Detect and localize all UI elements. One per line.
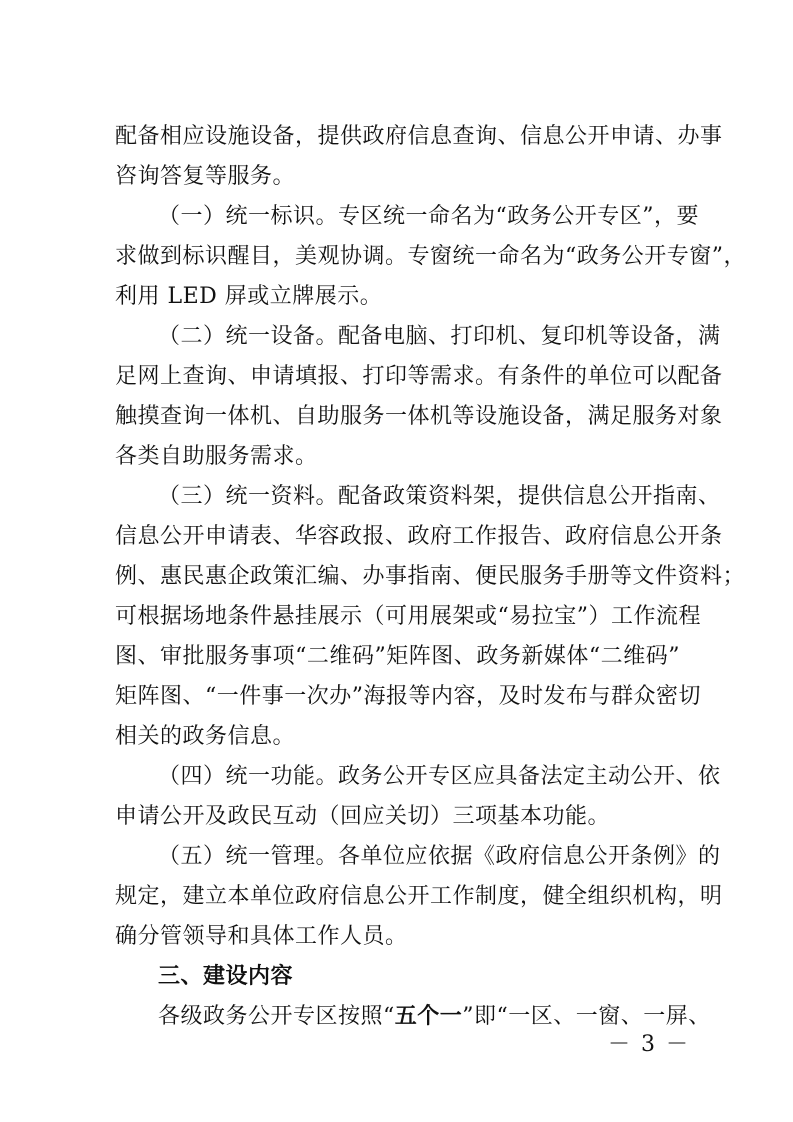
text-span: ”即“一区、一窗、一屏、	[462, 1004, 711, 1029]
text-line: 矩阵图、“一件事一次办”海报等内容，及时发布与群众密切	[115, 684, 701, 709]
text-line: 配备相应设施设备，提供政府信息查询、信息公开申请、办事	[115, 124, 723, 149]
section-heading: 三、建设内容	[158, 964, 294, 989]
text-line: 各类自助服务需求。	[115, 444, 318, 469]
text-line: 例、惠民惠企政策汇编、办事指南、便民服务手册等文件资料；	[115, 564, 746, 589]
text-line: 相关的政务信息。	[115, 724, 296, 749]
text-line: 足网上查询、申请填报、打印等需求。有条件的单位可以配备	[115, 364, 723, 389]
text-line: 咨询答复等服务。	[115, 164, 296, 189]
text-line: （四）统一功能。政务公开专区应具备法定主动公开、依	[158, 764, 721, 789]
text-line: （五）统一管理。各单位应依据《政府信息公开条例》的	[158, 844, 721, 869]
text-line: （三）统一资料。配备政策资料架，提供信息公开指南、	[158, 484, 721, 509]
text-line: 触摸查询一体机、自助服务一体机等设施设备，满足服务对象	[115, 404, 723, 429]
text-line: 确分管领导和具体工作人员。	[115, 924, 408, 949]
text-line: 申请公开及政民互动（回应关切）三项基本功能。	[115, 804, 611, 829]
text-line: （一）统一标识。专区统一命名为“政务公开专区”，要	[158, 204, 699, 229]
text-line: 利用 LED 屏或立牌展示。	[115, 284, 383, 309]
text-span: 各级政务公开专区按照“	[158, 1004, 395, 1029]
text-line: （二）统一设备。配备电脑、打印机、复印机等设备，满	[158, 324, 721, 349]
text-line: 信息公开申请表、华容政报、政府工作报告、政府信息公开条	[115, 524, 723, 549]
text-line: 求做到标识醒目，美观协调。专窗统一命名为“政务公开专窗”，	[115, 244, 746, 269]
text-line: 可根据场地条件悬挂展示（可用展架或“易拉宝”）工作流程	[115, 604, 701, 629]
text-line: 图、审批服务事项“二维码”矩阵图、政务新媒体“二维码”	[115, 644, 680, 669]
text-line: 规定，建立本单位政府信息公开工作制度，健全组织机构，明	[115, 884, 723, 909]
page-number: － 3 －	[608, 1032, 690, 1057]
emphasis-text: 五个一	[394, 1004, 463, 1029]
